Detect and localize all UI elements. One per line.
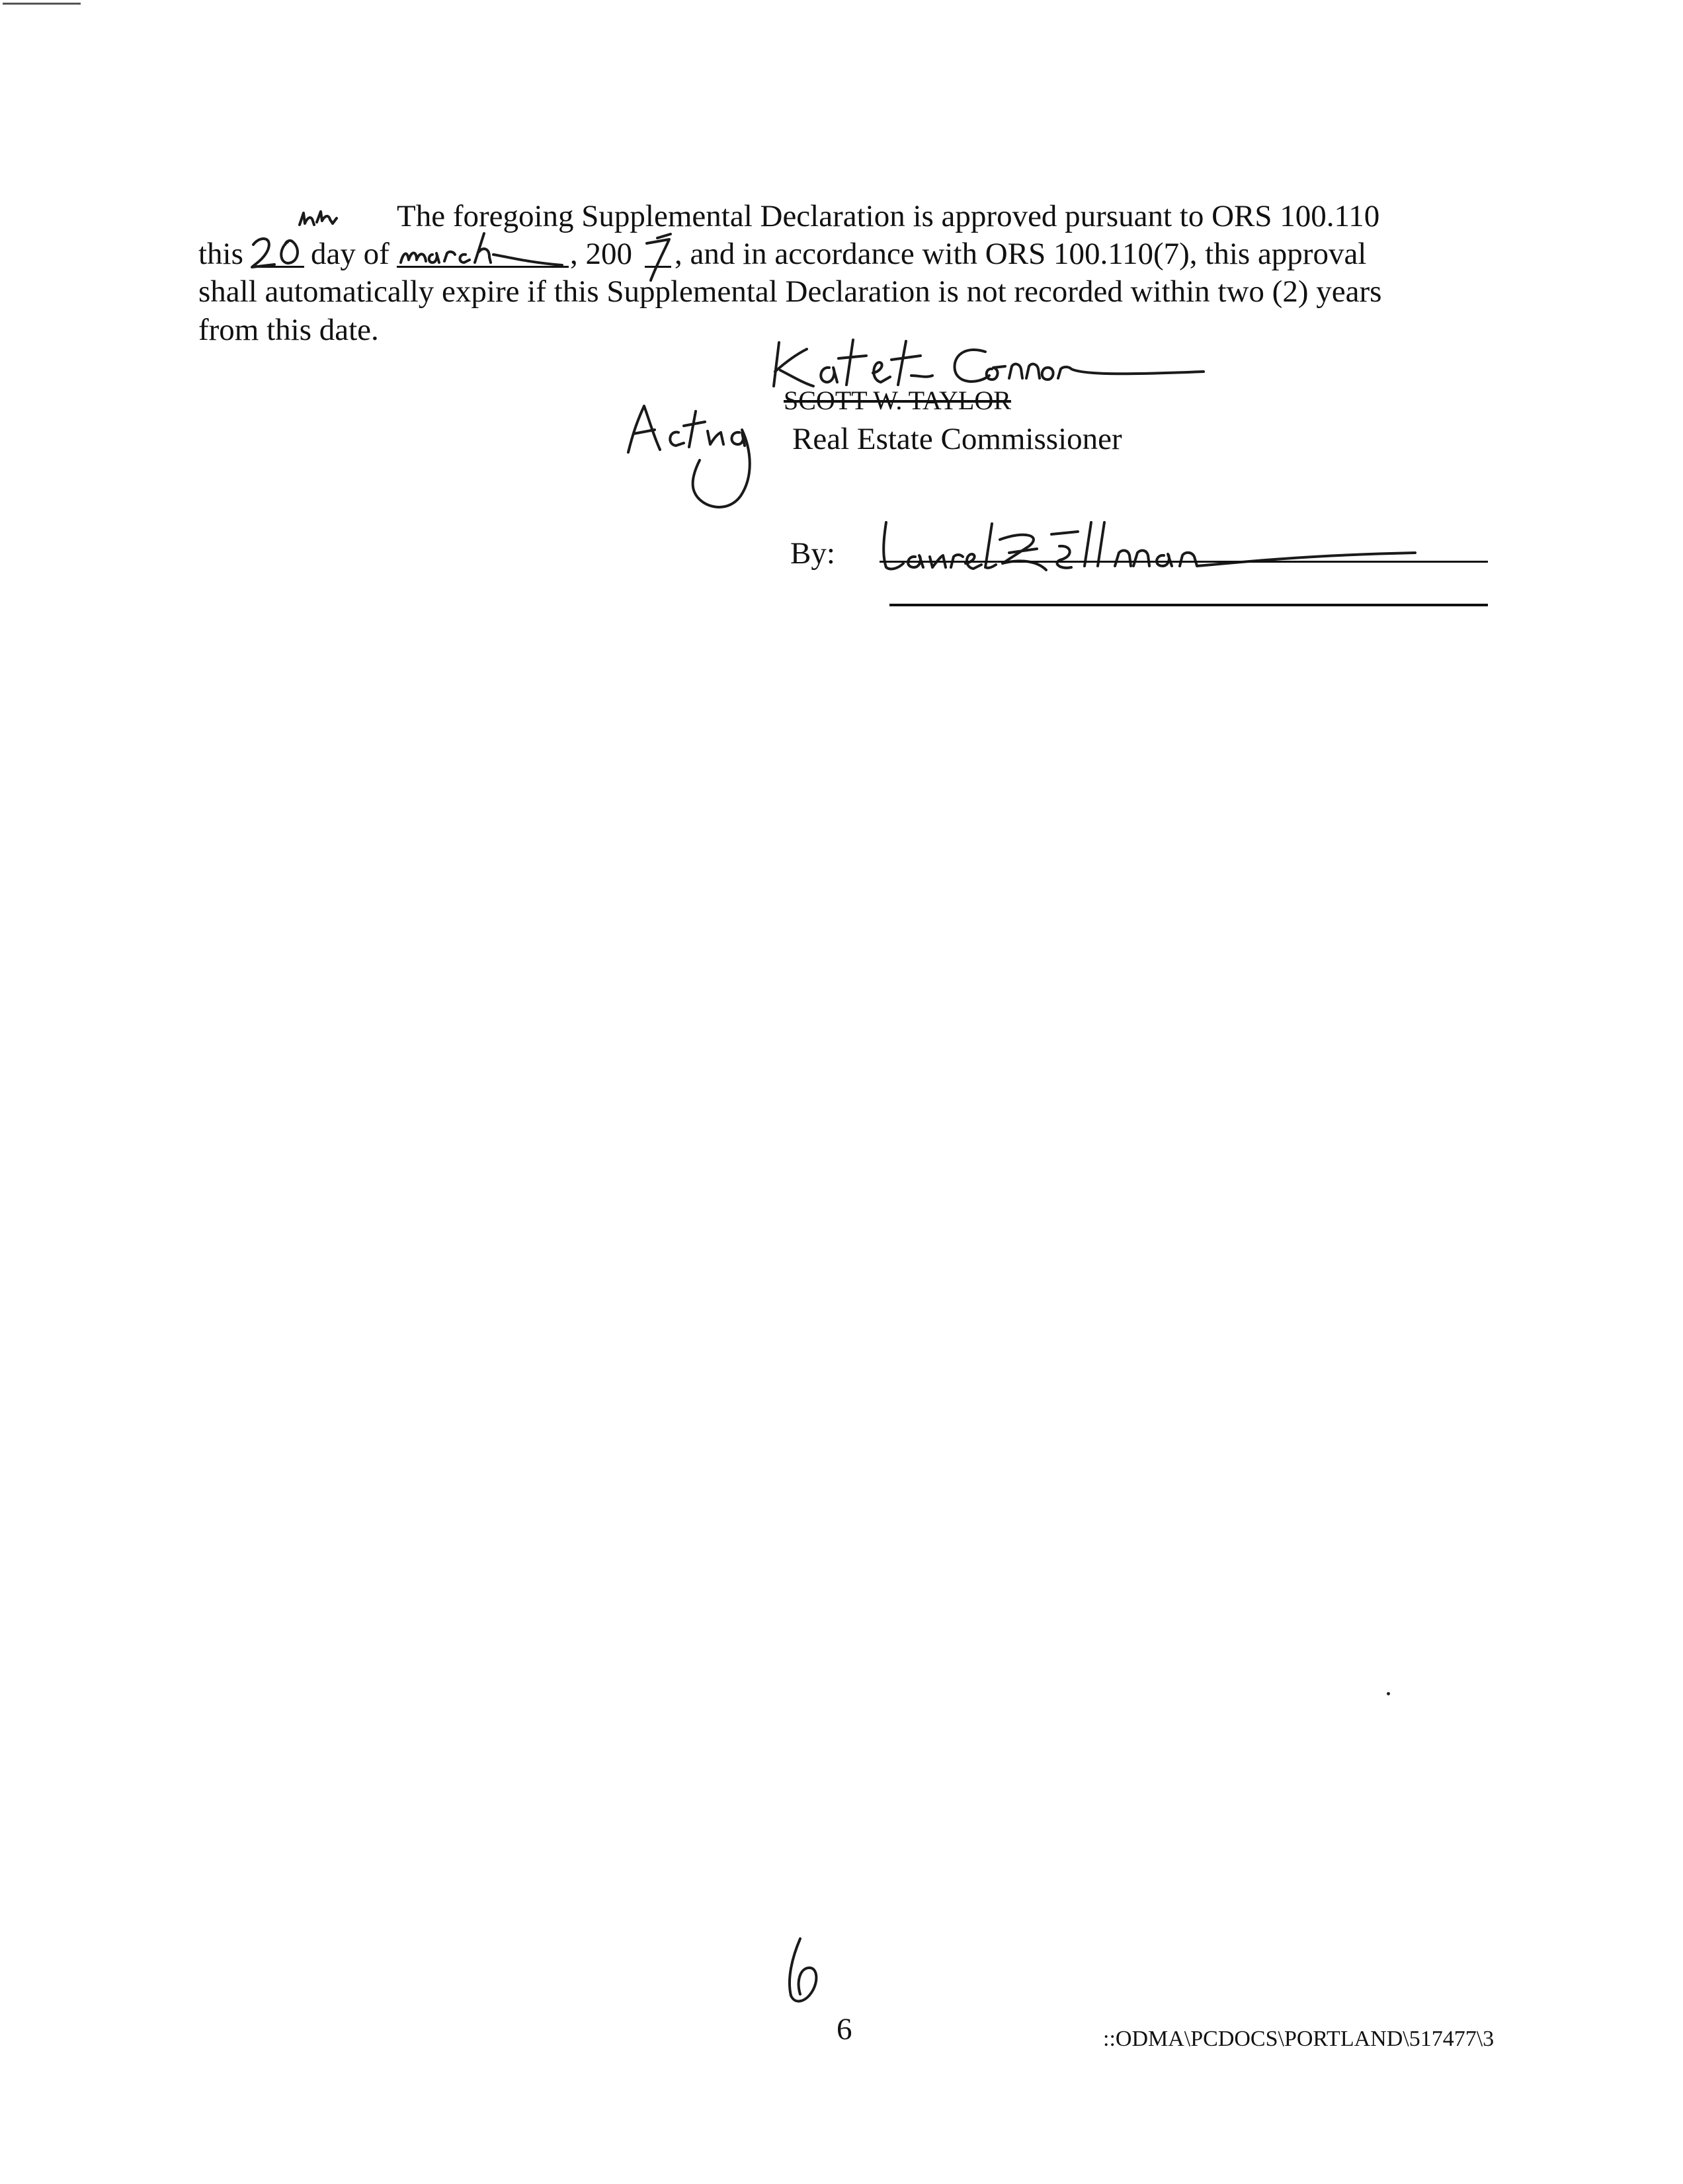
- approval-line-3: shall automatically expire if this Supplemental Declaration is not recorded within two (2) years: [198, 274, 1382, 309]
- commissioner-title: Real Estate Commissioner: [792, 422, 1122, 456]
- approval-line-2-prefix: this: [198, 237, 243, 271]
- document-path: ::ODMA\PCDOCS\PORTLAND\517477\3: [1103, 2027, 1495, 2051]
- handwritten-day: [248, 198, 354, 271]
- by-label: By:: [790, 536, 835, 571]
- approval-line-1: The foregoing Supplemental Declaration is approved pursuant to ORS 100.110: [397, 199, 1380, 233]
- scan-edge-mark: [3, 3, 81, 5]
- handwritten-month: [397, 228, 575, 274]
- handwritten-acting: [622, 397, 780, 529]
- struck-name: SCOTT W. TAYLOR: [784, 385, 1011, 415]
- stray-mark: [1387, 1692, 1390, 1695]
- by-signature-line: [880, 561, 1488, 563]
- underline: [889, 604, 1488, 606]
- approval-line-4: from this date.: [198, 313, 379, 347]
- by-signature: [873, 509, 1442, 582]
- handwritten-year: [635, 225, 681, 284]
- approval-line-2-mid: day of: [311, 237, 390, 271]
- approval-year-prefix: , 200: [570, 237, 632, 271]
- page-number: 6: [837, 2012, 852, 2046]
- approval-line-2-suffix: , and in accordance with ORS 100.110(7), this approval: [675, 237, 1367, 271]
- handwritten-page-mark: [780, 1931, 840, 2017]
